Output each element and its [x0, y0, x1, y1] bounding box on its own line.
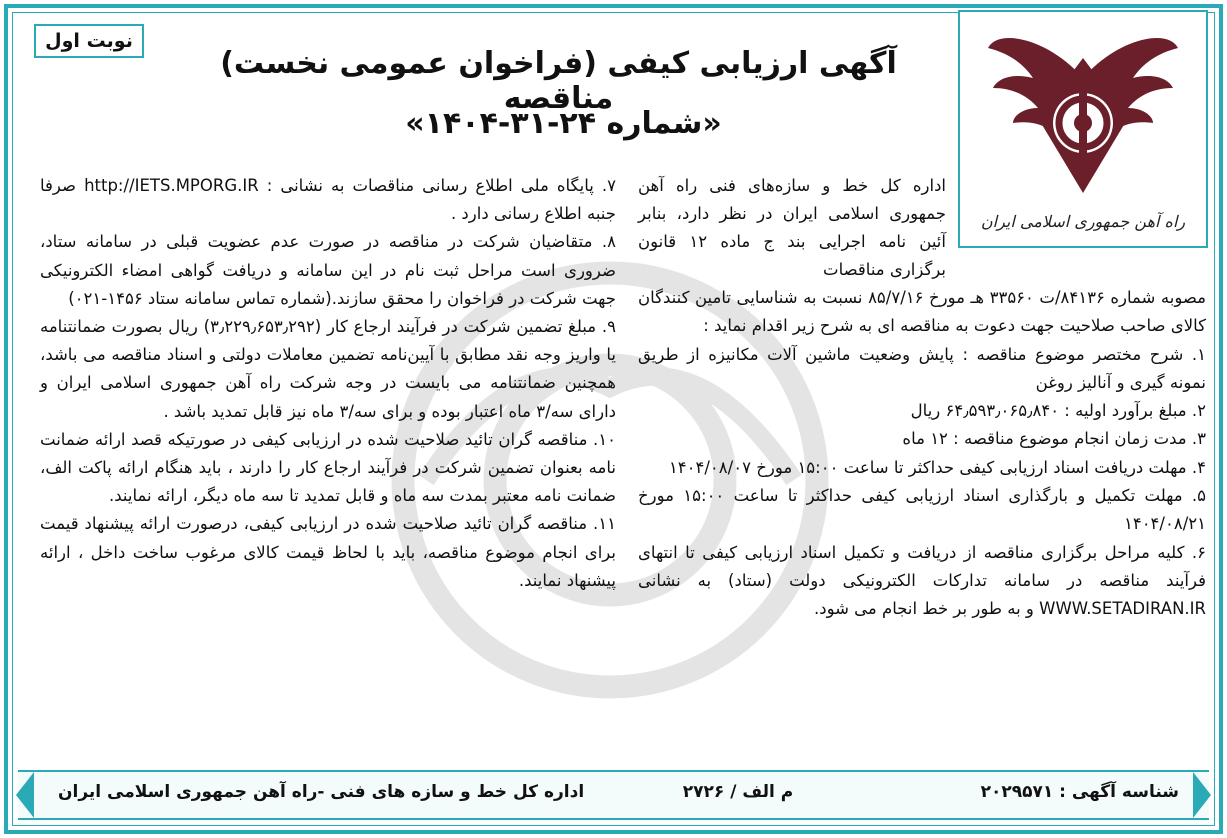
footer-bar	[18, 770, 1209, 820]
page-title: آگهی ارزیابی کیفی (فراخوان عمومی نخست) مناقصه	[220, 46, 897, 116]
tender-number: «شماره ۲۴-۳۱-۱۴۰۴»	[405, 106, 722, 141]
intro-continued: مصوبه شماره ۸۴۱۳۶/ت ۳۳۵۶۰ هـ مورخ ۸۵/۷/۱۶ نسبت به شناسایی تامین کنندگان کالای صاحب صلاحیت جهت دعوت به مناقصه ای به شرح زیر اقدام نماید :	[638, 288, 1207, 336]
item-3: ۳. مدت زمان انجام موضوع مناقصه : ۱۲ ماه	[902, 429, 1206, 449]
iets-url-link[interactable]: http://IETS.MPORG.IR	[84, 176, 259, 195]
item-4: ۴. مهلت دریافت اسناد ارزیابی کیفی حداکثر تا ساعت ۱۵:۰۰ مورخ ۱۴۰۴/۰۸/۰۷	[668, 457, 1206, 477]
logo-caption: راه آهن جمهوری اسلامی ایران	[980, 212, 1186, 231]
item-7-text-b: صرفا جنبه اطلاع رسانی دارد .	[40, 176, 616, 224]
item-6-text-a: ۶. کلیه مراحل برگزاری مناقصه از دریافت و تکمیل اسناد ارزیابی کیفی تا انتهای فرآیند مناقصه در سامانه تدارکات الکترونیکی دولت (ستاد) به نشانی	[638, 542, 1206, 590]
item-10: ۱۰. مناقصه گران تائید صلاحیت شده در ارزیابی کیفی در صورتیکه قصد ارائه ضمانت نامه بعنوان تضمین شرکت در فرآیند ارجاع کار را دارند ، باید هنگام ارائه پاکت الف، ضمانت نامه معتبر بمدت سه ماه و قابل تمدید تا سه ماه دیگر، ارائه نمایند.	[40, 429, 616, 506]
winged-wheel-emblem-icon	[978, 18, 1188, 208]
intro-text: اداره کل خط و سازه‌های فنی راه آهن جمهوری اسلامی ایران در نظر دارد، بنابر آئین نامه اجرایی بند ج ماده ۱۲ قانون برگزاری مناقصات	[638, 176, 946, 279]
chevron-right-icon	[1193, 772, 1211, 818]
item-9: ۹. مبلغ تضمین شرکت در فرآیند ارجاع کار (۳٫۲۲۹٫۶۵۳٫۲۹۲) ریال بصورت ضمانتنامه یا واریز وجه نقد مطابق با آیین‌نامه تضمین معاملات دولتی و اسناد مناقصه می باشد، همچنین ضمانتنامه می بایست در وجه شرکت راه آهن جمهوری اسلامی ایران و دارای سه/۳ ماه اعتبار بوده و برای سه/۳ ماه نیز قابل تمدید باشد .	[40, 317, 616, 421]
item-1: ۱. شرح مختصر موضوع مناقصه : پایش وضعیت ماشین آلات مکانیزه از طریق نمونه گیری و آنالیز روغن	[638, 344, 1206, 392]
setad-url-link[interactable]: WWW.SETADIRAN.IR	[1039, 599, 1206, 619]
round-badge: نوبت اول	[34, 24, 144, 58]
item-8: ۸. متقاضیان شرکت در مناقصه در صورت عدم عضویت قبلی در سامانه ستاد، ضروری است مراحل ثبت نام در این سامانه و دریافت گواهی امضاء الکترونیکی جهت شرکت در فراخوان را محقق سازند.(شماره تماس سامانه ستاد ۱۴۵۶-۰۲۱)	[40, 232, 616, 308]
item-7	[40, 172, 616, 228]
item-6-text-b: و به طور بر خط انجام می شود.	[813, 599, 1034, 619]
left-column	[40, 172, 616, 595]
intro-paragraph	[638, 172, 946, 284]
ad-id: شناسه آگهی : ۲۰۲۹۵۷۱	[980, 782, 1179, 802]
item-2: ۲. مبلغ برآورد اولیه : ۶۴٫۵۹۳٫۰۶۵٫۸۴۰ ریال	[910, 401, 1206, 421]
item-7-text-a: ۷. پایگاه ملی اطلاع رسانی مناقصات به نشانی :	[266, 176, 616, 195]
footer-organization: اداره کل خط و سازه های فنی -راه آهن جمهوری اسلامی ایران	[58, 782, 585, 802]
item-6	[638, 539, 1206, 624]
item-11: ۱۱. مناقصه گران تائید صلاحیت شده در ارزیابی کیفی، درصورت ارائه پیشنهاد قیمت برای انجام موضوع مناقصه، باید با لحاظ قیمت کالای مرغوب ساخت داخل ، ارائه پیشنهاد نمایند.	[40, 514, 616, 590]
ad-code: م الف / ۲۷۲۶	[682, 782, 794, 802]
item-5: ۵. مهلت تکمیل و بارگذاری اسناد ارزیابی کیفی حداکثر تا ساعت ۱۵:۰۰ مورخ ۱۴۰۴/۰۸/۲۱	[638, 486, 1207, 534]
chevron-left-icon	[16, 772, 34, 818]
right-column	[638, 284, 1206, 624]
logo-box	[958, 10, 1208, 248]
